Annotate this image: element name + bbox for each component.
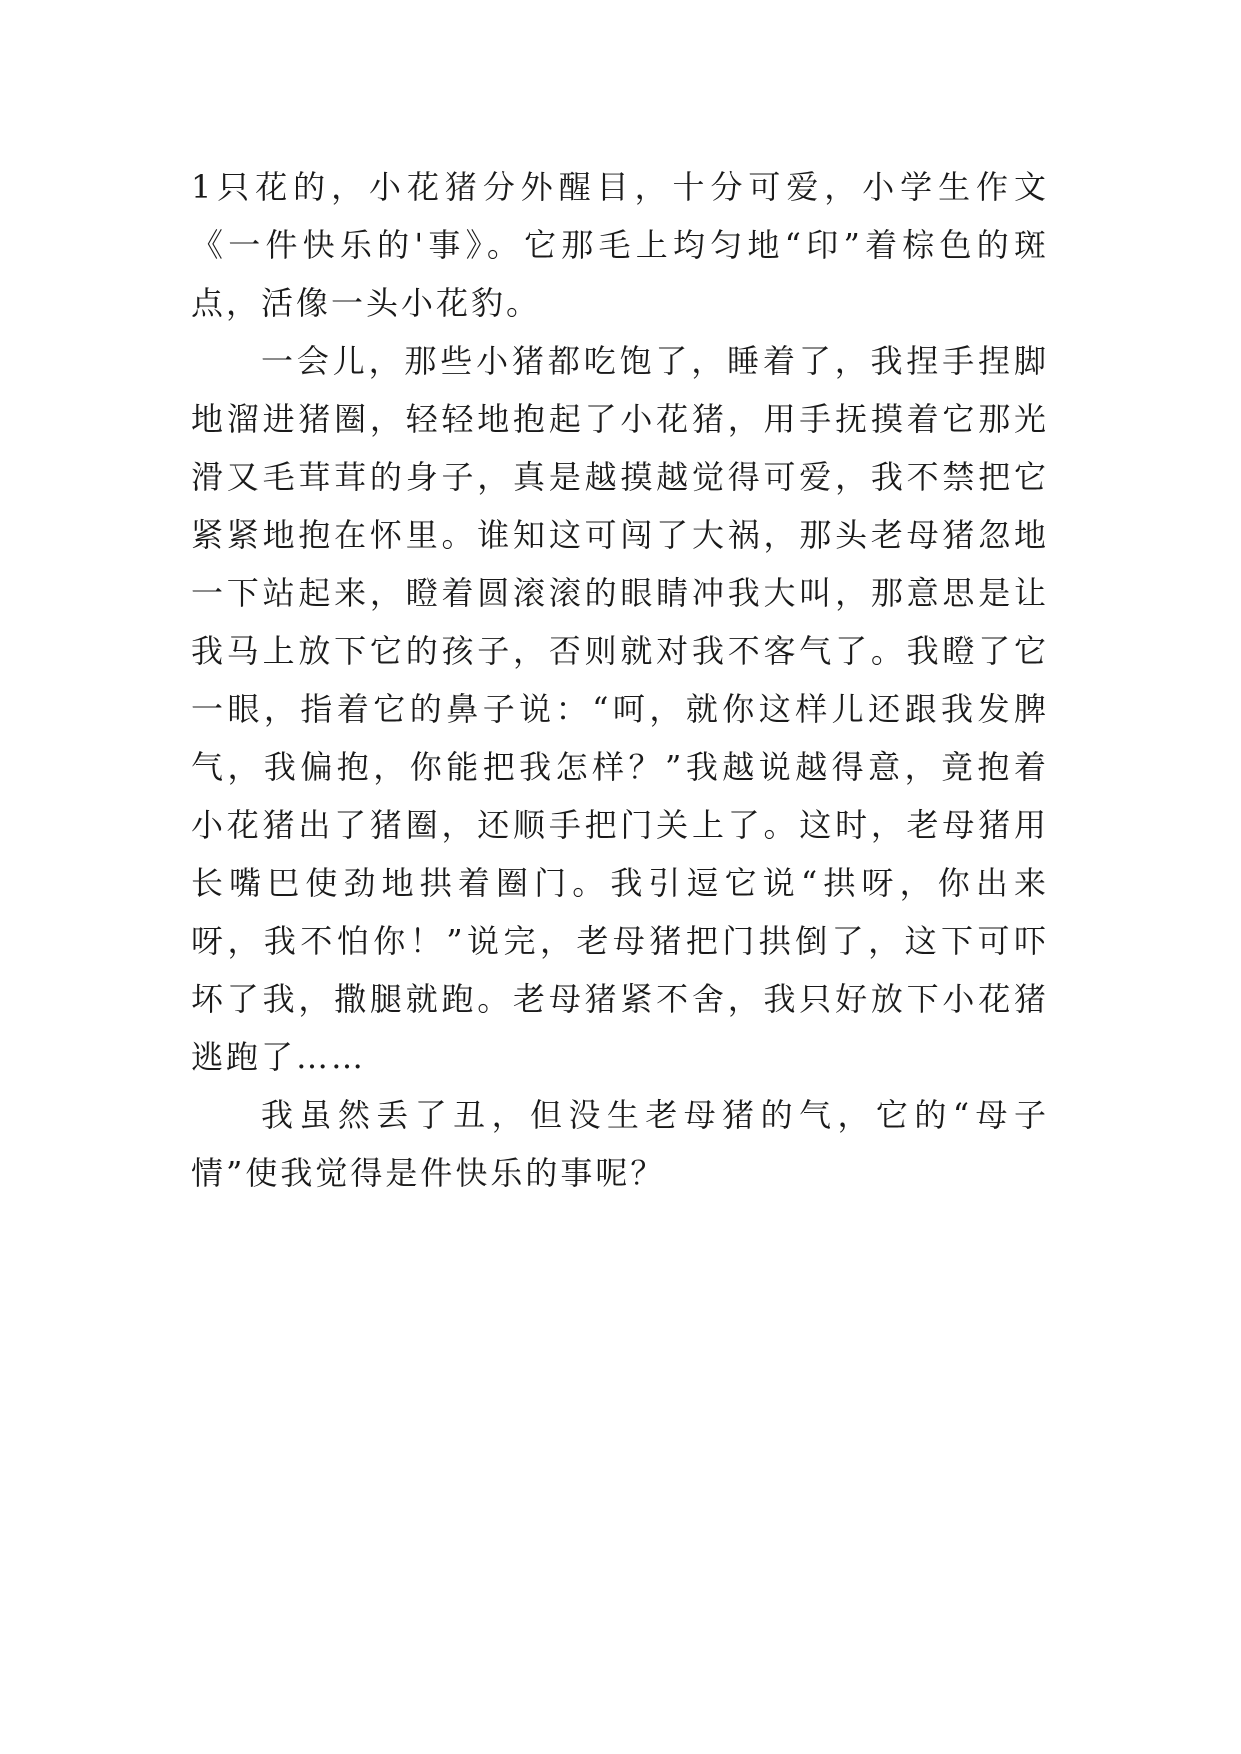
- paragraph-2: 一会儿，那些小猪都吃饱了，睡着了，我捏手捏脚地溜进猪圈，轻轻地抱起了小花猪，用手抚摸着它那光滑又毛茸茸的身子，真是越摸越觉得可爱，我不禁把它紧紧地抱在怀里。谁知这可闯了大祸，那头老母猪忽地一下站起来，瞪着圆滚滚的眼睛冲我大叫，那意思是让我马上放下它的孩子，否则就对我不客气了。我瞪了它一眼，指着它的鼻子说：“呵，就你这样儿还跟我发脾气，我偏抱，你能把我怎样？”我越说越得意，竟抱着小花猪出了猪圈，还顺手把门关上了。这时，老母猪用长嘴巴使劲地拱着圈门。我引逗它说“拱呀，你出来呀，我不怕你！”说完，老母猪把门拱倒了，这下可吓坏了我，撒腿就跑。老母猪紧不舍，我只好放下小花猪逃跑了……: [191, 342, 1049, 1076]
- document-body: [191, 158, 1049, 1202]
- paragraph-1: 1只花的，小花猪分外醒目，十分可爱，小学生作文《一件快乐的'事》。它那毛上均匀地“印”着棕色的斑点，活像一头小花豹。: [191, 168, 1049, 322]
- paragraph-3: 我虽然丢了丑，但没生老母猪的气，它的“母子情”使我觉得是件快乐的事呢？: [191, 1096, 1049, 1192]
